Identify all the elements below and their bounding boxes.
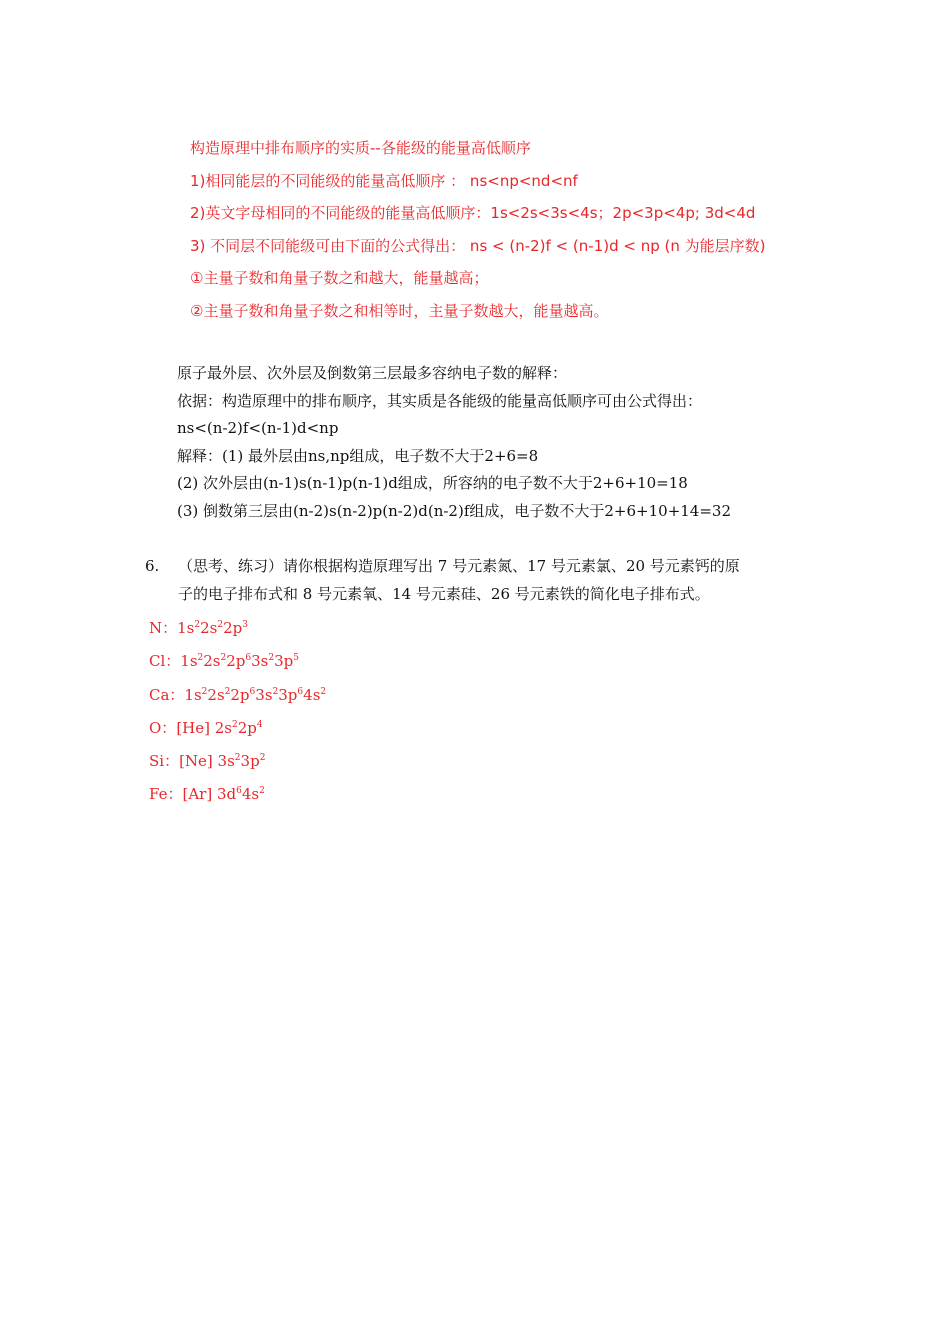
- electron-configuration: $1s^22s^22p^63s^23p^5$: [180, 652, 300, 671]
- answer-row: [149, 645, 326, 678]
- explanation-heading: 原子最外层、次外层及倒数第三层最多容纳电子数的解释：: [177, 364, 568, 382]
- element-label: Si：: [149, 752, 180, 771]
- principle-rule-1: ①主量子数和角量子数之和越大，能量越高；: [190, 269, 489, 287]
- explanation-line-1: 解释：(1) 最外层由ns,np组成，电子数不大于2+6=8: [177, 446, 539, 465]
- electron-configuration: [He] $2s^22p^4$: [176, 718, 263, 737]
- answer-row: [149, 745, 326, 778]
- principle-item-3: 3) 不同层不同能级可由下面的公式得出： ns < (n-2)f < (n-1)d < np (n 为能层序数): [190, 236, 766, 255]
- electron-configuration-answers: [149, 612, 326, 812]
- explanation-basis: 依据：构造原理中的排布顺序，其实质是各能级的能量高低顺序可由公式得出：: [177, 391, 703, 410]
- electron-configuration: $1s^22s^22p^3$: [177, 619, 248, 637]
- question-6: [145, 552, 845, 608]
- element-label: Cl：: [149, 652, 181, 671]
- explanation-line-2: (2) 次外层由(n-1)s(n-1)p(n-1)d组成，所容纳的电子数不大于2+6+10=18: [177, 474, 688, 492]
- principle-item-2: 2)英文字母相同的不同能级的能量高低顺序：1s<2s<3s<4s；2p<3p<4p; 3d<4d: [190, 204, 756, 222]
- explanation-line-3: (3) 倒数第三层由(n-2)s(n-2)p(n-2)d(n-2)f组成，电子数不大于2+6+10+14=32: [177, 501, 731, 520]
- question-line-1: （思考、练习）请你根据构造原理写出 7 号元素氮、17 号元素氯、20 号元素钙的原: [178, 557, 740, 575]
- electron-configuration: [Ne] $3s^23p^2$: [179, 752, 266, 771]
- answer-row: [149, 712, 326, 745]
- element-label: N：: [149, 619, 178, 637]
- shell-capacity-explanation: [177, 360, 837, 525]
- principle-rule-2: ②主量子数和角量子数之和相等时，主量子数越大，能量越高。: [190, 301, 609, 320]
- element-label: Fe：: [149, 785, 183, 804]
- electron-configuration: $1s^22s^22p^63s^23p^64s^2$: [184, 685, 327, 704]
- element-label: Ca：: [149, 685, 185, 704]
- explanation-formula: ns<(n-2)f<(n-1)d<np: [177, 419, 339, 437]
- question-line-2: 子的电子排布式和 8 号元素氧、14 号元素硅、26 号元素铁的简化电子排布式。: [178, 585, 710, 603]
- answer-row: [149, 679, 326, 712]
- aufbau-principle-notes: [190, 132, 830, 327]
- electron-configuration: [Ar] $3d^64s^2$: [182, 785, 265, 804]
- question-number: 6.: [145, 557, 160, 575]
- principle-item-1: 1)相同能层的不同能级的能量高低顺序 ： ns<np<nd<nf: [190, 171, 578, 190]
- answer-row: [149, 778, 326, 811]
- element-label: O：: [149, 718, 177, 737]
- answer-row: [149, 612, 326, 645]
- principle-title: 构造原理中排布顺序的实质--各能级的能量高低顺序: [190, 139, 531, 157]
